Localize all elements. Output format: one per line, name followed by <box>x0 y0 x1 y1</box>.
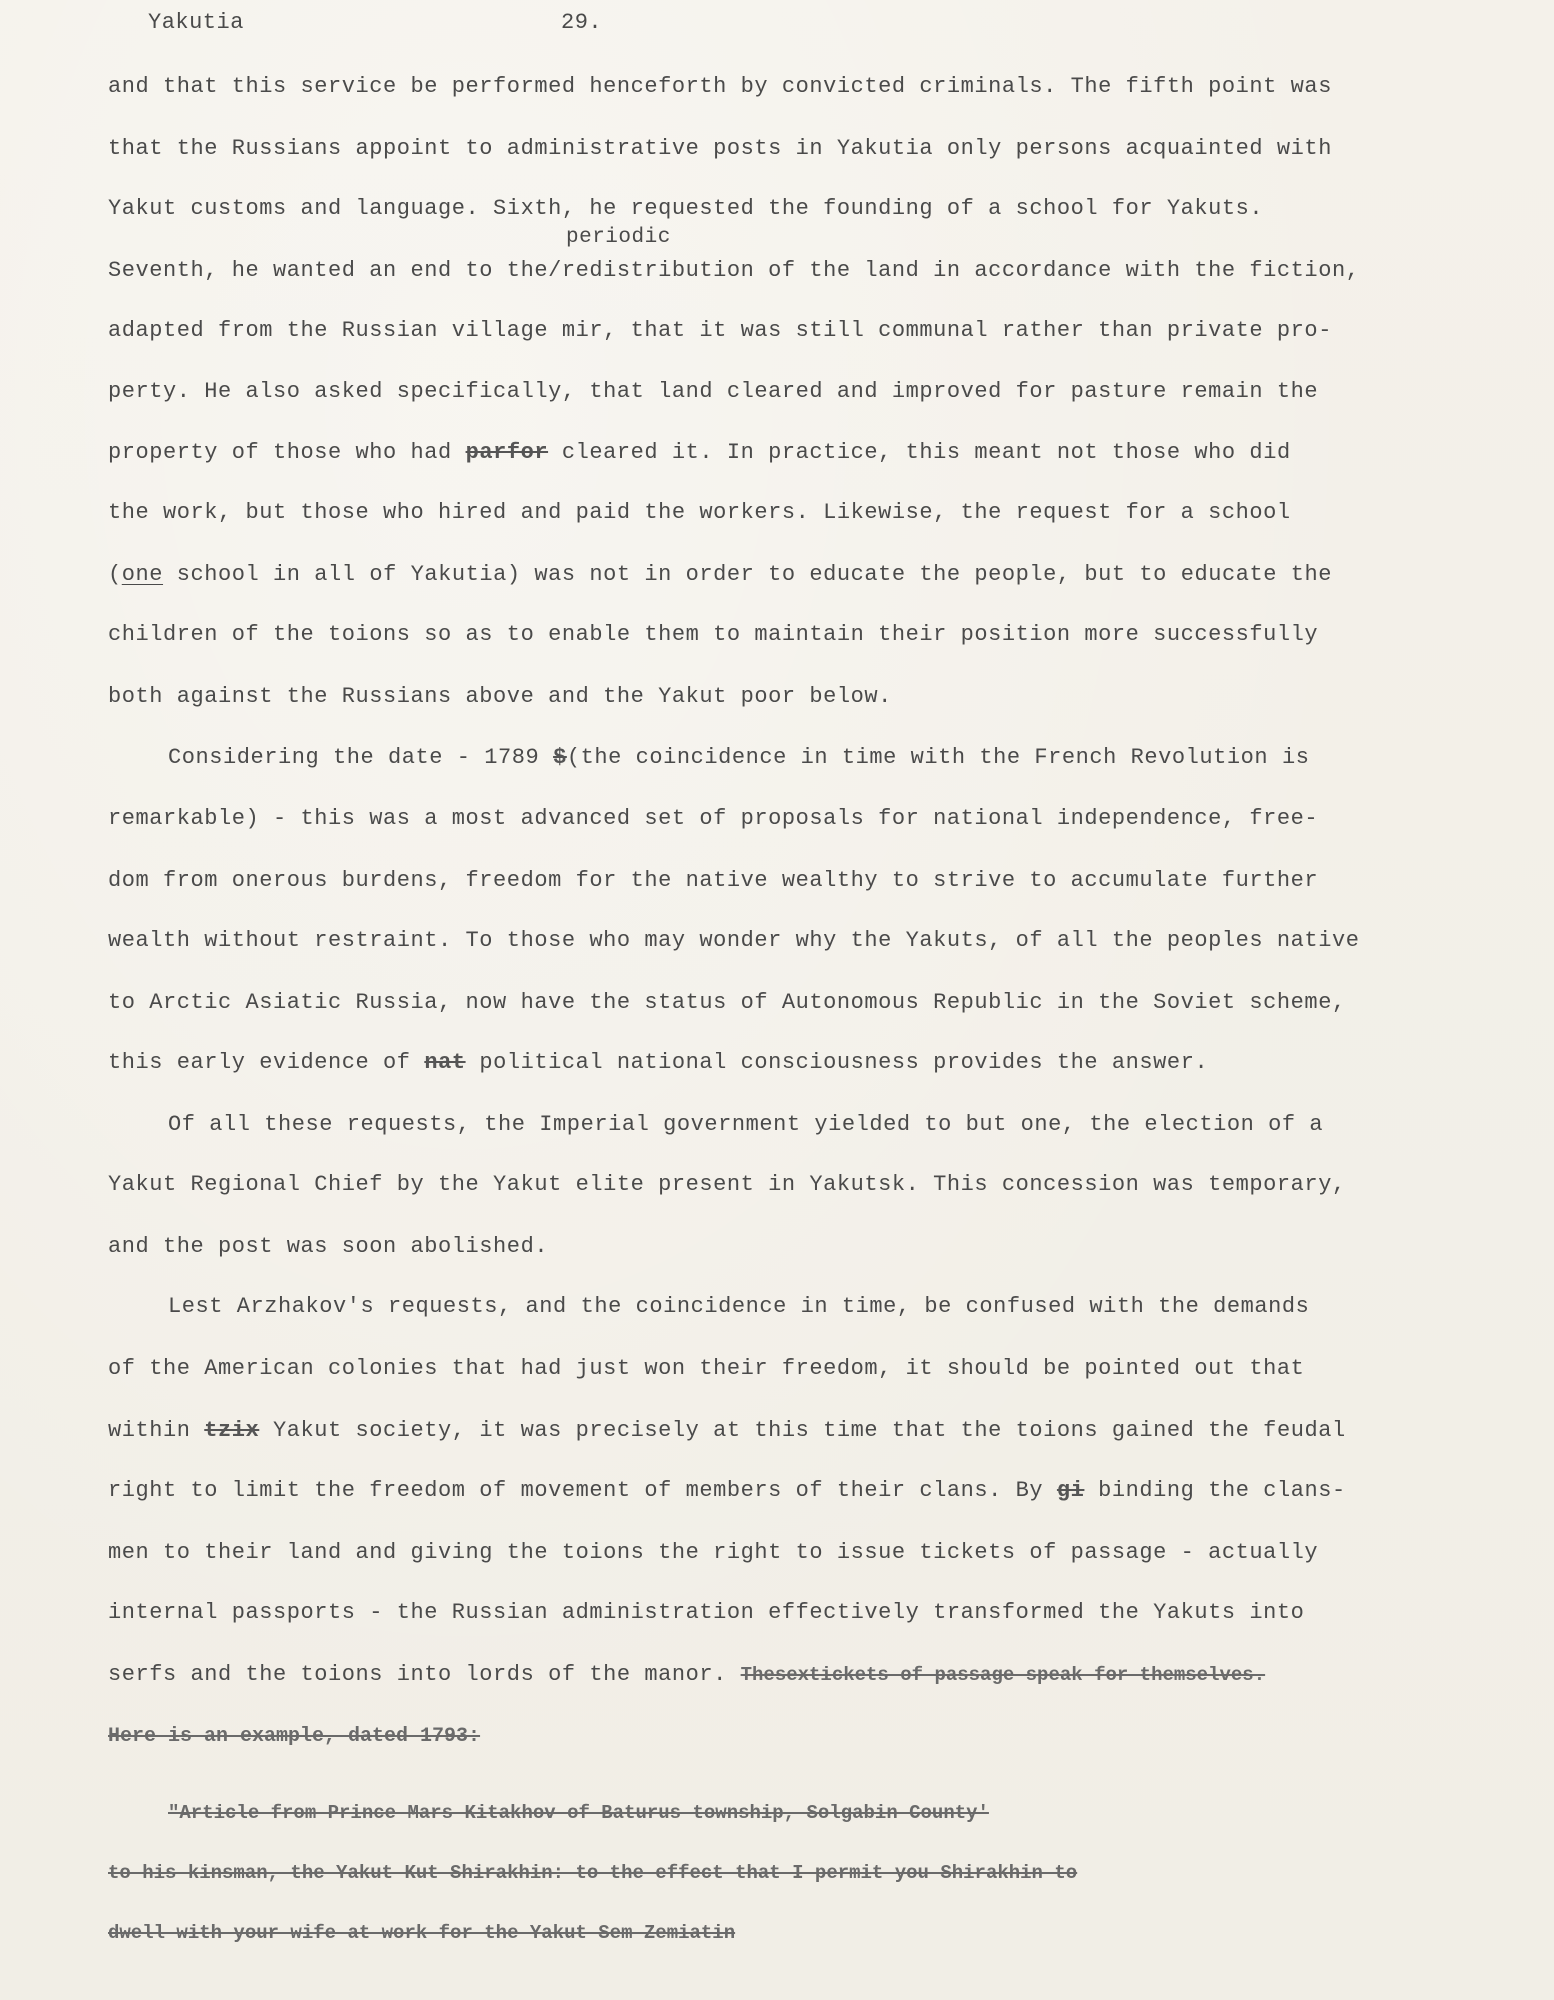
text-line: internal passports - the Russian administration effectively transformed the Yakuts into <box>108 1600 1305 1625</box>
text-segment: cleared it. In practice, this meant not those who did <box>548 440 1291 465</box>
text-line: both against the Russians above and the Yakut poor below. <box>108 684 892 709</box>
text-segment: Yakut society, it was precisely at this time that the toions gained the feudal <box>259 1418 1346 1443</box>
text-line <box>108 562 1332 588</box>
text-line <box>108 1050 1208 1076</box>
struck-line: "Article from Prince Mars Kitakhov of Baturus township, Solgabin County' <box>168 1802 989 1824</box>
text-segment: property of those who had <box>108 440 466 465</box>
text-segment: serfs and the toions into lords of the manor. <box>108 1662 741 1687</box>
text-segment: within <box>108 1418 205 1443</box>
text-line: and the post was soon abolished. <box>108 1234 549 1259</box>
running-title: Yakutia <box>148 10 244 35</box>
text-line: that the Russians appoint to administrative posts in Yakutia only persons acquainted with <box>108 136 1332 161</box>
text-line: Yakut customs and language. Sixth, he requested the founding of a school for Yakuts. <box>108 196 1264 221</box>
text-line: of the American colonies that had just won their freedom, it should be pointed out that <box>108 1356 1305 1381</box>
text-segment: binding the clans- <box>1084 1478 1346 1503</box>
text-line: dom from onerous burdens, freedom for the native wealthy to strive to accumulate further <box>108 868 1319 893</box>
page-number: 29. <box>561 10 603 35</box>
text-line: Yakut Regional Chief by the Yakut elite present in Yakutsk. This concession was temporary, <box>108 1172 1346 1197</box>
text-line: to Arctic Asiatic Russia, now have the status of Autonomous Republic in the Soviet scheme, <box>108 990 1346 1015</box>
text-segment: ( <box>108 562 122 587</box>
text-line: perty. He also asked specifically, that land cleared and improved for pasture remain the <box>108 379 1319 404</box>
text-line: children of the toions so as to enable them to maintain their position more successfully <box>108 622 1319 647</box>
struck-text: nat <box>424 1050 466 1075</box>
text-line <box>108 1418 1346 1444</box>
text-segment: right to limit the freedom of movement of members of their clans. By <box>108 1478 1057 1503</box>
text-line: Seventh, he wanted an end to the/redistribution of the land in accordance with the fiction, <box>108 258 1360 283</box>
underlined-text: one <box>121 562 164 587</box>
text-line: men to their land and giving the toions the right to issue tickets of passage - actually <box>108 1540 1319 1565</box>
struck-text: Thesextickets of passage speak for themselves. <box>740 1664 1266 1686</box>
text-segment: political national consciousness provides the answer. <box>465 1050 1209 1075</box>
text-line: Lest Arzhakov's requests, and the coincidence in time, be confused with the demands <box>168 1294 1310 1319</box>
text-segment: school in all of Yakutia) was not in order to educate the people, but to educate the <box>163 562 1332 587</box>
text-line <box>168 745 1309 771</box>
struck-line: dwell with your wife at work for the Yakut Sem Zemiatin <box>108 1922 736 1944</box>
struck-line: to his kinsman, the Yakut Kut Shirakhin: to the effect that I permit you Shirakhin to <box>108 1862 1078 1884</box>
text-segment: this early evidence of <box>108 1050 425 1075</box>
text-line <box>108 440 1291 466</box>
text-segment: (the coincidence in time with the French Revolution is <box>566 745 1310 770</box>
text-line: remarkable) - this was a most advanced set of proposals for national independence, free- <box>108 806 1319 831</box>
text-line: and that this service be performed henceforth by convicted criminals. The fifth point was <box>108 74 1332 99</box>
text-segment: Considering the date - 1789 <box>168 745 554 770</box>
struck-text: gi <box>1056 1478 1085 1503</box>
text-line: Of all these requests, the Imperial government yielded to but one, the election of a <box>168 1112 1324 1137</box>
text-line <box>108 1662 1265 1688</box>
text-line: the work, but those who hired and paid the workers. Likewise, the request for a school <box>108 500 1291 525</box>
interlinear-insertion: periodic <box>566 226 671 249</box>
text-line: wealth without restraint. To those who may wonder why the Yakuts, of all the peoples native <box>108 928 1360 953</box>
struck-text: $ <box>553 745 567 770</box>
text-line: adapted from the Russian village mir, that it was still communal rather than private pro- <box>108 318 1332 343</box>
text-line <box>108 1478 1346 1504</box>
struck-text: parfor <box>465 440 549 465</box>
struck-line: Here is an example, dated 1793: <box>108 1725 481 1748</box>
struck-text: tzix <box>204 1418 260 1443</box>
